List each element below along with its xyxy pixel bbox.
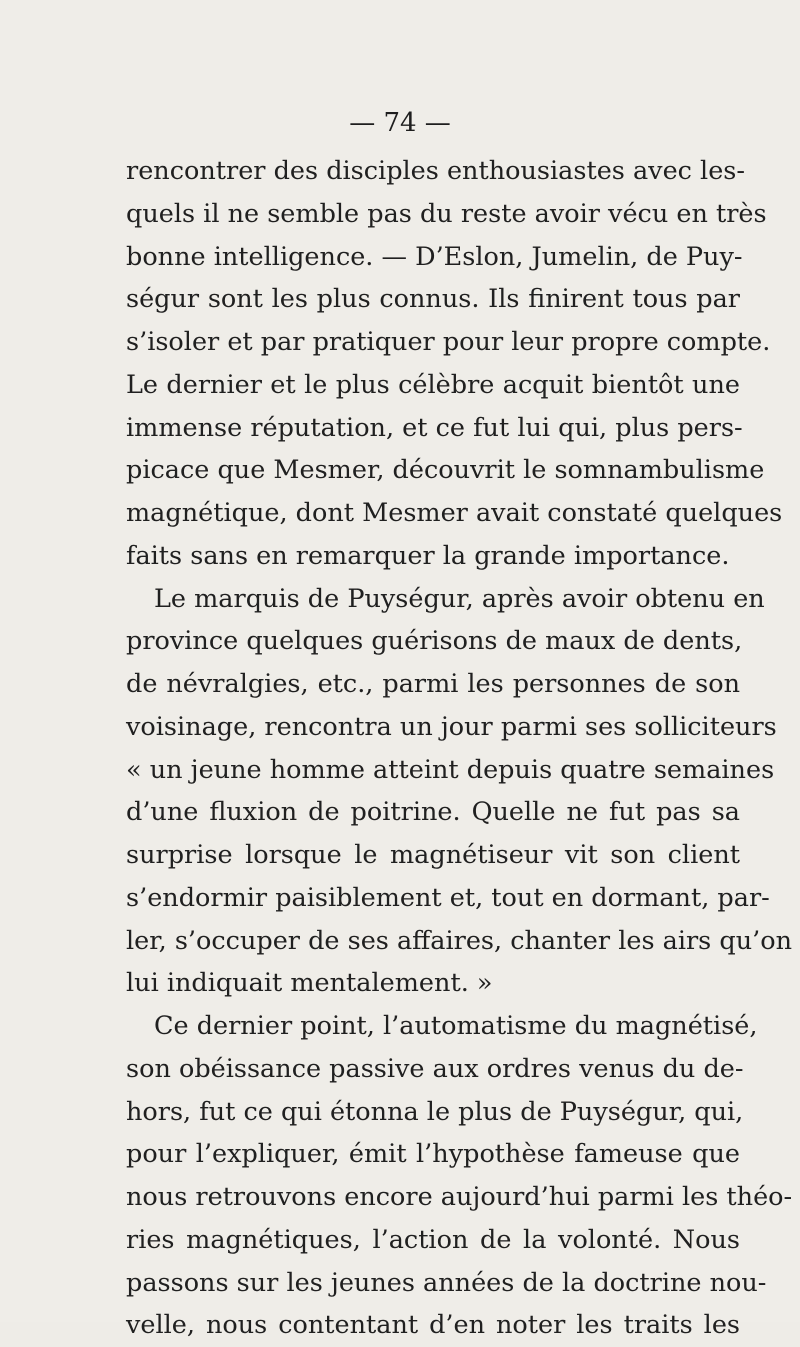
text-line: magnétique, dont Mesmer avait constaté quelques xyxy=(126,498,783,528)
text-line: immense réputation, et ce fut lui qui, plus pers- xyxy=(126,412,743,443)
text-line: Ce dernier point, l’automatisme du magnétisé, xyxy=(154,1011,758,1041)
text-line: velle, nous contentant d’en noter les traits les xyxy=(126,1310,740,1341)
text-line: picace que Mesmer, découvrit le somnambulisme xyxy=(126,455,765,486)
text-line: rencontrer des disciples enthousiastes avec les- xyxy=(126,156,746,186)
text-line: hors, fut ce qui étonna le plus de Puységur, qui, xyxy=(126,1096,744,1127)
text-line: s’isoler et par pratiquer pour leur propre compte. xyxy=(126,327,771,357)
text-line: nous retrouvons encore aujourd’hui parmi les théo- xyxy=(126,1182,793,1212)
text-line: ries magnétiques, l’action de la volonté. Nous xyxy=(126,1224,740,1255)
text-line: quels il ne semble pas du reste avoir vécu en très xyxy=(126,198,767,229)
text-line: s’endormir paisiblement et, tout en dormant, par- xyxy=(126,882,770,913)
text-line: Le marquis de Puységur, après avoir obtenu en xyxy=(154,583,765,614)
text-line: ler, s’occuper de ses affaires, chanter les airs qu’on xyxy=(126,925,793,956)
text-line: d’une fluxion de poitrine. Quelle ne fut pas sa xyxy=(126,797,740,828)
text-line: voisinage, rencontra un jour parmi ses solliciteurs xyxy=(126,711,777,742)
text-line: Le dernier et le plus célèbre acquit bientôt une xyxy=(126,369,740,400)
text-line: province quelques guérisons de maux de dents, xyxy=(126,626,743,657)
text-line: faits sans en remarquer la grande importance. xyxy=(126,540,730,571)
text-line: passons sur les jeunes années de la doctrine nou- xyxy=(126,1267,767,1298)
text-line: de névralgies, etc., parmi les personnes de son xyxy=(126,669,740,699)
text-line: son obéissance passive aux ordres venus du de- xyxy=(126,1053,744,1084)
text-line: « un jeune homme atteint depuis quatre semaines xyxy=(126,754,775,785)
body-text xyxy=(126,150,793,1347)
text-line: lui indiquait mentalement. » xyxy=(126,968,493,999)
text-line: bonne intelligence. — D’Eslon, Jumelin, de Puy- xyxy=(126,241,743,272)
text-line: surprise lorsque le magnétiseur vit son client xyxy=(126,840,740,870)
text-line: pour l’expliquer, émit l’hypothèse fameuse que xyxy=(126,1139,740,1170)
text-line: ségur sont les plus connus. Ils finirent tous par xyxy=(126,284,740,315)
page-number: — 74 — xyxy=(349,108,451,138)
